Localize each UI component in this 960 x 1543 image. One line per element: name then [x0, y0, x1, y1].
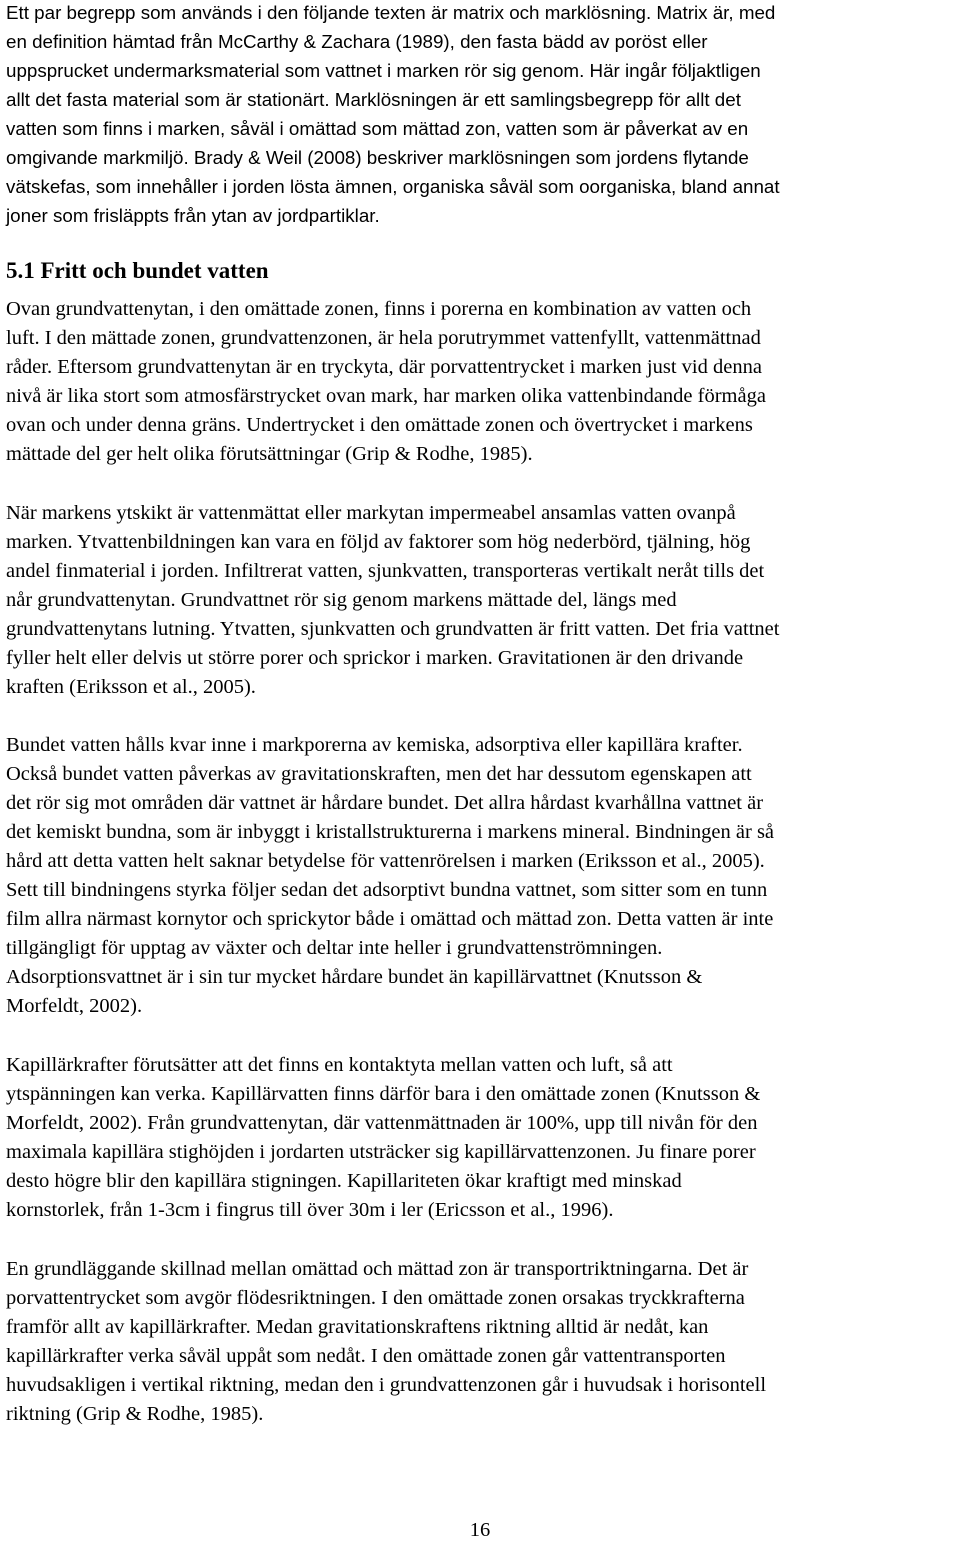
intro-line: omgivande markmiljö. Brady & Weil (2008) beskriver marklösningen som jordens flytande — [6, 147, 749, 168]
paragraph-transport-directions: En grundläggande skillnad mellan omättad och mättad zon är transportriktningarna. Det är porvattentrycket som avgör flödesriktningen. I den omättade zonen orsakas tryckkrafterna framför allt av kapillärkrafter. Medan gravitationskraftens riktning alltid är nedåt, kan kapillärkrafter verka såväl uppåt som nedåt. I den omättade zonen går vattentransporten huvudsakligen i vertikal riktning, medan den i grundvattenzonen går i huvudsak i horisontell riktning (Grip & Rodhe, 1985). — [6, 1258, 767, 1425]
intro-line: joner som frisläppts från ytan av jordpartiklar. — [6, 205, 380, 226]
paragraph-groundwater-zones: Ovan grundvattenytan, i den omättade zonen, finns i porerna en kombination av vatten och luft. I den mättade zonen, grundvattenzonen, är hela porutrymmet vattenfyllt, vattenmättnad råder. Eftersom grundvattenytan är en tryckyta, där porvattentrycket i marken just vid denna nivå är lika stort som atmosfärstrycket ovan mark, har marken olika vattenbindande förmåga ovan och under denna gräns. Undertrycket i den omättade zonen och övertrycket i markens mättade del ger helt olika förutsättningar (Grip & Rodhe, 1985). — [6, 298, 766, 465]
intro-line: en definition hämtad från McCarthy & Zachara (1989), den fasta bädd av poröst eller — [6, 31, 708, 52]
section-heading: 5.1 Fritt och bundet vatten — [6, 258, 269, 283]
intro-line: allt det fasta material som är stationärt. Marklösningen är ett samlingsbegrepp för allt det — [6, 89, 741, 110]
paragraph-capillary-forces: Kapillärkrafter förutsätter att det finns en kontaktyta mellan vatten och luft, så att ytspänningen kan verka. Kapillärvatten finns därför bara i den omättade zonen (Knutsson & Morfeldt, 2002). Från grundvattenytan, där vattenmättnaden är 100%, upp till nivån för den maximala kapillära stighöjden i jordarten utsträcker sig kapillärvattenzonen. Ju finare porer desto högre blir den kapillära stigningen. Kapillariteten ökar kraftigt med minskad kornstorlek, från 1-3cm i fingrus till över 30m i ler (Ericsson et al., 1996). — [6, 1054, 761, 1221]
intro-line: vätskefas, som innehåller i jorden lösta ämnen, organiska såväl som oorganiska, bland annat — [6, 176, 780, 197]
paragraph-free-water: När markens ytskikt är vattenmättat eller markytan impermeabel ansamlas vatten ovanpå marken. Ytvattenbildningen kan vara en följd av faktorer som hög nederbörd, tjälning, hög andel finmaterial i jorden. Infiltrerat vatten, sjunkvatten, transporteras vertikalt neråt tills det når grundvattenytan. Grundvattnet rör sig genom markens mättade del, längs med grundvattenytans lutning. Ytvatten, sjunkvatten och grundvatten är fritt vatten. Det fria vattnet fyller helt eller delvis ut större porer och sprickor i marken. Gravitationen är den drivande kraften (Eriksson et al., 2005). — [6, 502, 780, 698]
page-number: 16 — [469, 1519, 491, 1541]
intro-line: vatten som finns i marken, såväl i omättad som mättad zon, vatten som är påverkat av en — [6, 118, 749, 139]
paragraph-bound-water: Bundet vatten hålls kvar inne i markporerna av kemiska, adsorptiva eller kapillära krafter. Också bundet vatten påverkas av gravitationskraften, men det har dessutom egenskapen att det rör sig mot områden där vattnet är hårdare bundet. Det allra hårdast kvarhållna vattnet är det kemiskt bundna, som är inbyggt i kristallstrukturerna i markens mineral. Bindningen är så hård att detta vatten helt saknar betydelse för vattenrörelsen i marken (Eriksson et al., 2005). Sett till bindningens styrka följer sedan det adsorptivt bundna vattnet, som sitter som en tunn film allra närmast kornytor och sprickytor både i omättad och mättad zon. Detta vatten är inte tillgängligt för upptag av växter och deltar inte heller i grundvattenströmningen. Adsorptionsvattnet är i sin tur mycket hårdare bundet än kapillärvattnet (Knutsson & Morfeldt, 2002). — [6, 734, 775, 1017]
intro-paragraph — [6, 0, 958, 230]
intro-line: uppsprucket undermarksmaterial som vattnet i marken rör sig genom. Här ingår följaktligen — [6, 60, 761, 81]
intro-line: Ett par begrepp som används i den följande texten är matrix och marklösning. Matrix är, med — [6, 2, 776, 23]
